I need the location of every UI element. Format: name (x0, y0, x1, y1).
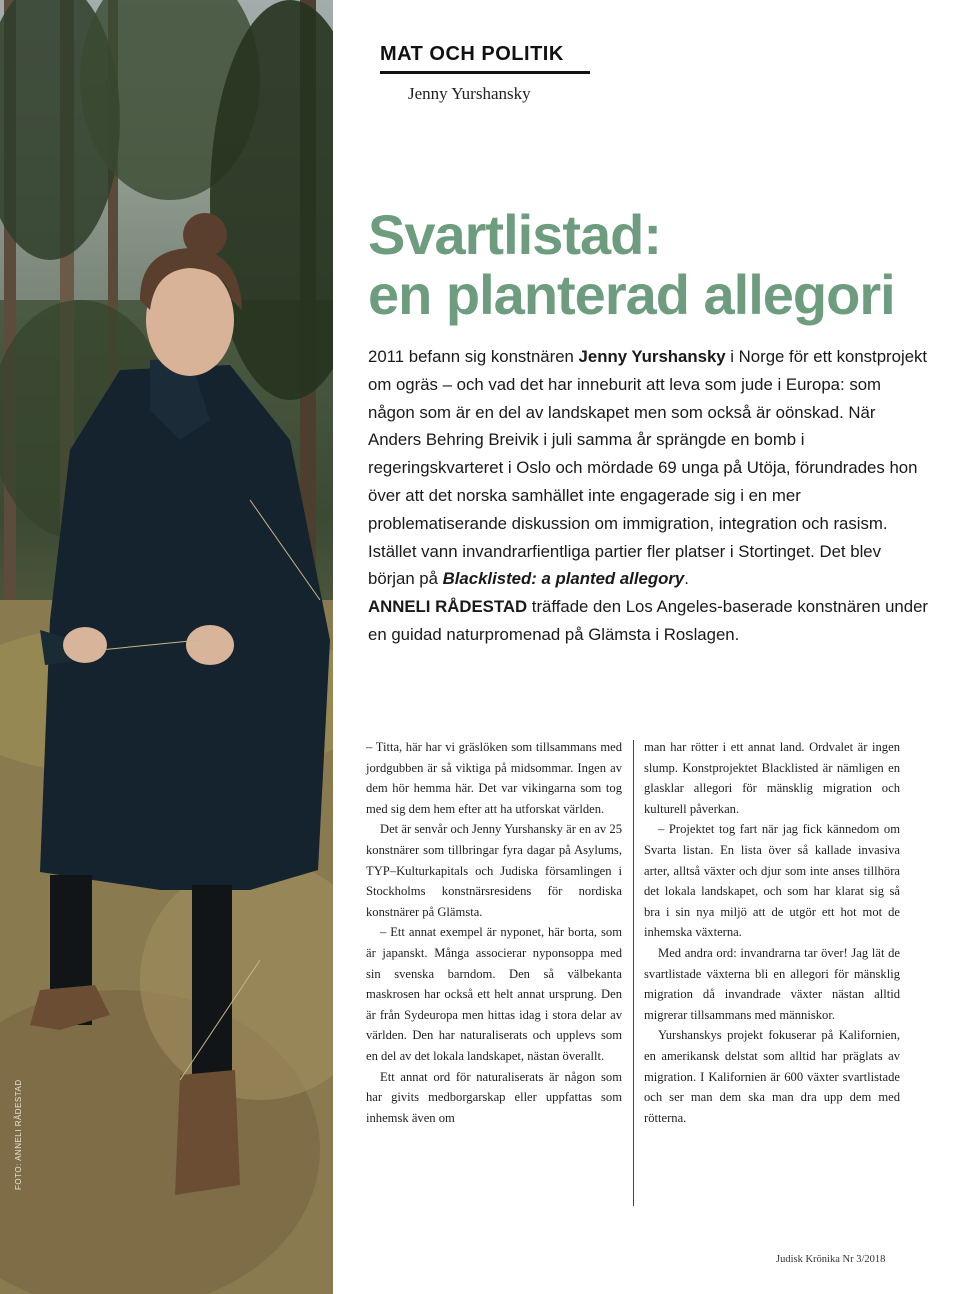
photo-credit: FOTO: ANNELI RÅDESTAD (14, 1079, 23, 1190)
section-underline (380, 71, 590, 74)
portrait-photo (0, 0, 333, 1294)
body-paragraph: man har rötter i ett annat land. Ordvalet är ingen slump. Konstprojektet Blacklisted är nämligen en glasklar allegori för mänsklig migration och kulturell påverkan. (644, 740, 900, 816)
artist-name: Jenny Yurshansky (578, 347, 726, 366)
headline (368, 205, 895, 325)
page-footer: Judisk Krönika Nr 3/2018 (776, 1254, 886, 1265)
body-paragraph: – Titta, här har vi gräslöken som tillsammans med jordgubben är så viktiga på midsommar. Ingen av dem hör hemma här. Det var vikingarna som tog med sig dem hem efter att ha utforskat världen. (366, 740, 622, 816)
body-paragraph: Ett annat ord för naturaliserats är någon som har givits medborgarskap eller uppfattas som inhemsk även om (366, 1069, 622, 1125)
lead-text: träffade den Los Angeles-baserade konstnären under en guidad naturpromenad på Glämsta i Roslagen. (368, 597, 928, 644)
column-divider (633, 740, 634, 1206)
body-column-right (644, 737, 900, 1128)
lead-text: . (684, 569, 689, 589)
headline-line-2: en planterad allegori (368, 263, 895, 326)
body-paragraph: Yurshanskys projekt fokuserar på Kalifornien, en amerikansk delstat som alltid har präglats av migration. I Kalifornien är 600 växter svartlistade och ser man dem ska man dra upp dem med rötterna. (644, 1028, 900, 1125)
body-paragraph: Med andra ord: invandrarna tar över! Jag lät de svartlistade växterna bli en allegori för mänsklig migration då invandrade växter nästan alltid migrerar tillsammans med människor. (644, 945, 900, 1022)
body-paragraph: – Ett annat exempel är nyponet, här borta, som är japanskt. Många associerar nyponsoppa med sin svenska barndom. Den så välbekanta maskrosen har också ett helt annat ursprung. Den är från Sydeuropa men hittas idag i stora delar av världen. Den har naturaliserats och upplevs som en del av det lokala landskapet, nästan överallt. (366, 925, 622, 1063)
headline-line-1: Svartlistad: (368, 203, 661, 266)
body-column-left (366, 737, 622, 1128)
byline: Jenny Yurshansky (408, 84, 531, 103)
lead-text: i Norge för ett konstprojekt om ogräs – och vad det har inneburit att leva som jude i Europa: som någon som är en del av landskapet men som också är oönskad. När Anders Behring Breivik i juli samma år sprängde en bomb i regeringskvarteret i Oslo och mördade 69 unga på Utöja, förundrades hon över att det norska samhället inte engagerade sig i en mer problematiserande diskussion om immigration, integration och rasism. Istället vann invandrarfientliga partier fler platser i Stortinget. Det blev början på (368, 347, 928, 589)
lead-text: 2011 befann sig konstnären (368, 347, 579, 366)
section-label: MAT OCH POLITIK (380, 43, 564, 65)
body-paragraph: – Projektet tog fart när jag fick kännedom om Svarta listan. En lista över så kallade invasiva arter, alltså växter och djur som inte anses tillhöra det lokala landskapet, och som har klarat sig så bra i sin nya miljö att de utgör ett hot mot de inhemska växterna. (644, 822, 900, 940)
body-paragraph: Det är senvår och Jenny Yurshansky är en av 25 konstnärer som tillbringar fyra dagar på Asylums, TYP–Kulturkapitals och Judiska församlingen i Stockholms konstnärsresidens för nordiska konstnärer på Glämsta. (366, 822, 622, 919)
project-title: Blacklisted: a planted allegory (442, 569, 685, 589)
lead-paragraph (368, 343, 928, 649)
author-name: ANNELI RÅDESTAD (368, 597, 528, 617)
portrait-illustration (0, 0, 333, 1294)
